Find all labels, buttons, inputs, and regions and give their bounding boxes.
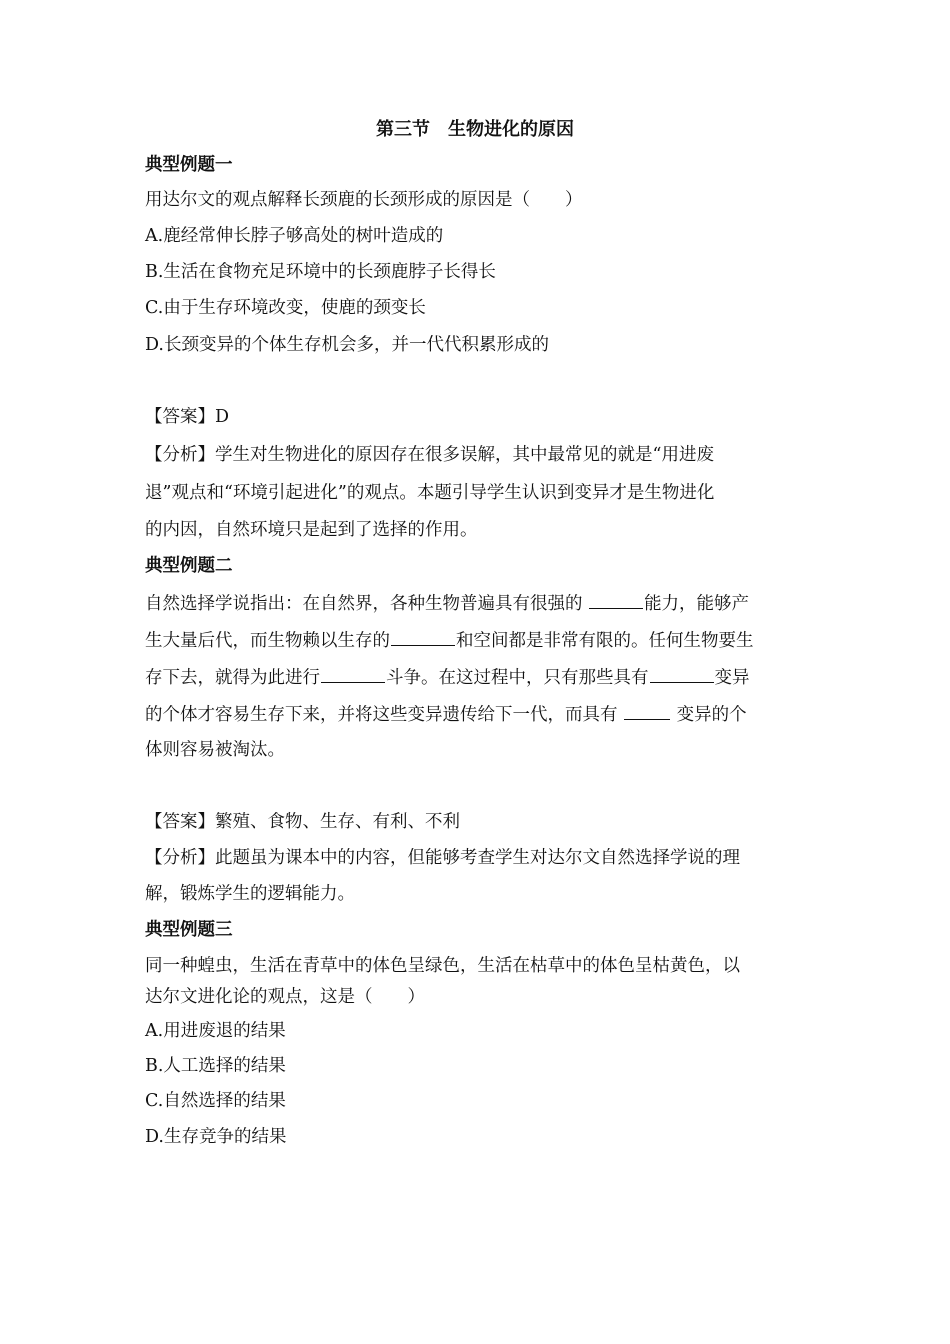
example2-heading: 典型例题二	[145, 556, 233, 576]
example1-option-a: A.鹿经常伸长脖子够高处的树叶造成的	[145, 226, 444, 246]
example2-answer: 【答案】繁殖、食物、生存、有利、不利	[145, 812, 460, 832]
example2-question-line: 体则容易被淘汰。	[145, 740, 285, 760]
example3-option-c: C.自然选择的结果	[145, 1091, 286, 1111]
example3-option-d: D.生存竞争的结果	[145, 1127, 287, 1147]
question-text: 能力，能够产	[644, 594, 750, 614]
question-text: 生大量后代，而生物赖以生存的	[145, 631, 390, 651]
example2-question-line	[145, 664, 810, 690]
example3-question-line: 同一种蝗虫，生活在青草中的体色呈绿色，生活在枯草中的体色呈枯黄色，以	[145, 956, 740, 976]
fill-blank	[650, 664, 714, 683]
section-title: 第三节 生物进化的原因	[376, 119, 574, 140]
example3-question-line: 达尔文进化论的观点，这是（ ）	[145, 987, 425, 1007]
example1-answer: 【答案】D	[145, 407, 230, 427]
example1-analysis-line: 的内因，自然环境只是起到了选择的作用。	[145, 520, 478, 540]
question-text: 变异的个	[671, 705, 747, 725]
example2-question-line	[145, 701, 810, 727]
example2-analysis-line: 【分析】此题虽为课本中的内容，但能够考查学生对达尔文自然选择学说的理	[145, 848, 740, 868]
example3-heading: 典型例题三	[145, 920, 233, 940]
example2-question-line	[145, 590, 810, 616]
example2-question-line	[145, 627, 810, 653]
fill-blank	[624, 701, 670, 720]
example1-option-c: C.由于生存环境改变，使鹿的颈变长	[145, 298, 426, 318]
example1-option-d: D.长颈变异的个体生存机会多，并一代代积累形成的	[145, 335, 549, 355]
question-text: 自然选择学说指出：在自然界，各种生物普遍具有很强的	[145, 594, 589, 614]
question-text: 斗争。在这过程中，只有那些具有	[386, 668, 649, 688]
example2-analysis-line: 解，锻炼学生的逻辑能力。	[145, 884, 355, 904]
example3-option-b: B.人工选择的结果	[145, 1056, 286, 1076]
example1-heading: 典型例题一	[145, 155, 233, 175]
example1-question: 用达尔文的观点解释长颈鹿的长颈形成的原因是（ ）	[145, 190, 583, 210]
fill-blank	[589, 590, 643, 609]
question-text: 存下去，就得为此进行	[145, 668, 320, 688]
example1-analysis-line: 【分析】学生对生物进化的原因存在很多误解，其中最常见的就是“用进废	[145, 445, 714, 465]
example1-option-b: B.生活在食物充足环境中的长颈鹿脖子长得长	[145, 262, 496, 282]
question-text: 和空间都是非常有限的。任何生物要生	[456, 631, 754, 651]
fill-blank	[391, 627, 455, 646]
example3-option-a: A.用进废退的结果	[145, 1021, 286, 1041]
fill-blank	[321, 664, 385, 683]
question-text: 变异	[714, 668, 750, 688]
example1-analysis-line: 退”观点和“环境引起进化”的观点。本题引导学生认识到变异才是生物进化	[145, 483, 715, 503]
question-text: 的个体才容易生存下来，并将这些变异遗传给下一代，而具有	[145, 705, 624, 725]
